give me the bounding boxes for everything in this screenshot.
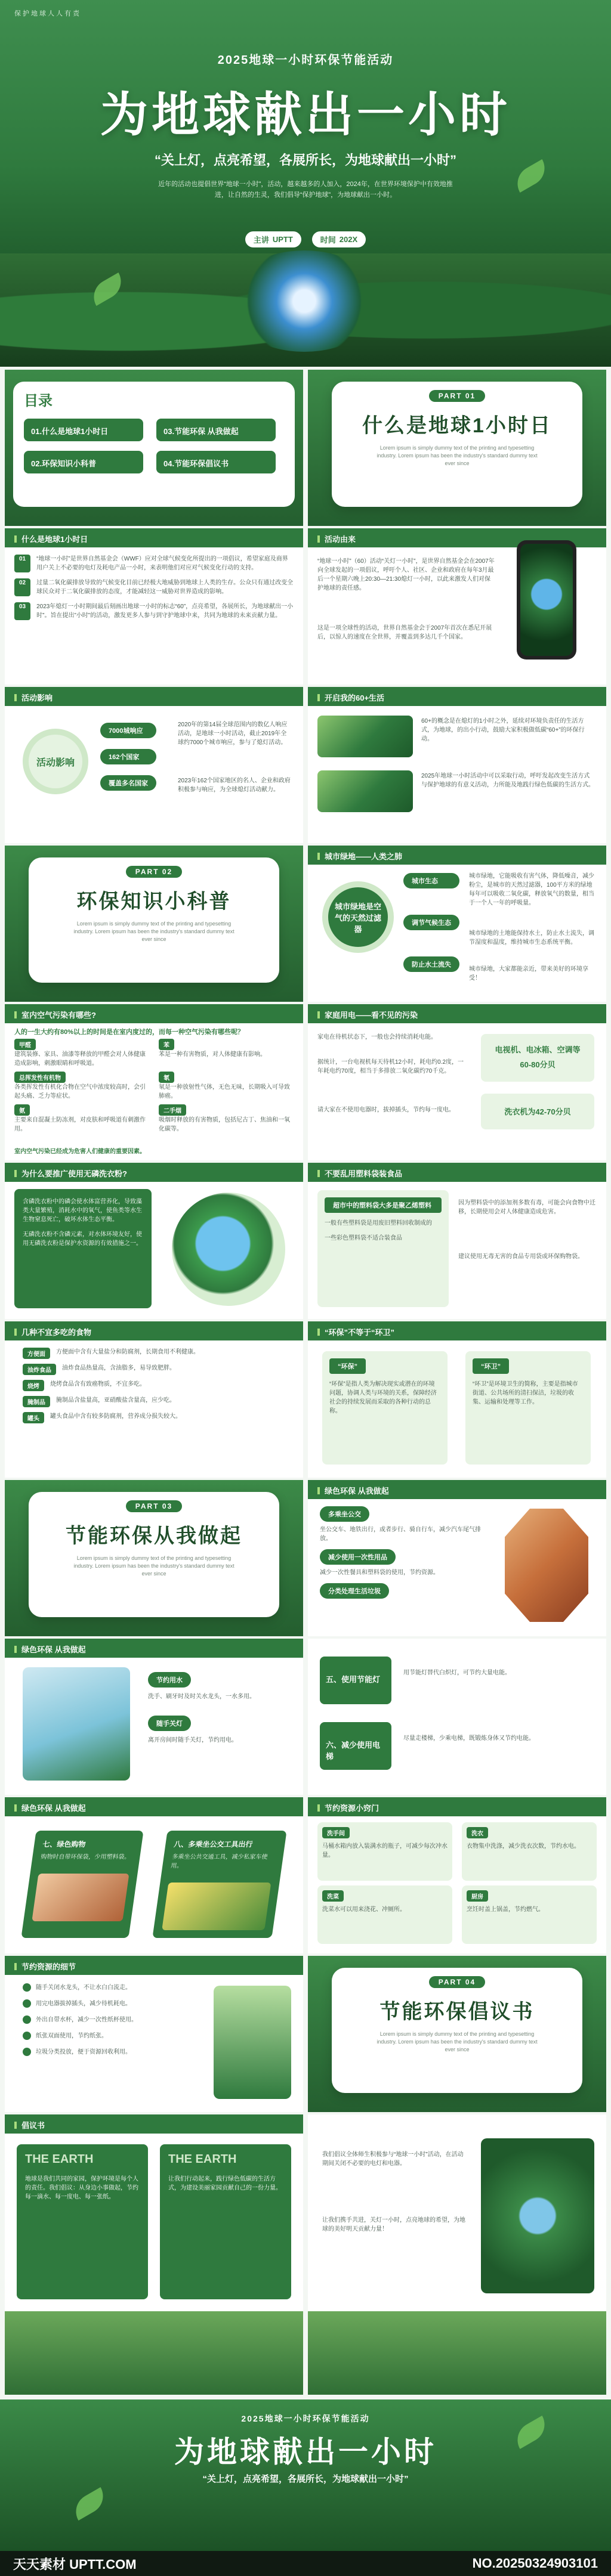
- pollutant-text: 吸烟时释放的有害物质，包括尼古丁、焦油和一氧化碳等。: [159, 1117, 290, 1132]
- people-photo: [505, 1509, 588, 1622]
- watermark-bar: [0, 2551, 611, 2576]
- hero-slogan: “关上灯，点亮希望，各展所长，为地球献出一小时”: [154, 153, 456, 168]
- slide-bar: 几种不宜多吃的食物: [5, 1321, 303, 1340]
- slide-bar: 节约资源小窍门: [308, 1797, 606, 1816]
- pollutant-text: 主要来自混凝土防冻剂，对皮肤和呼吸道有刺激作用。: [14, 1117, 146, 1132]
- part1-title: 什么是地球1小时日: [362, 414, 552, 437]
- slide-bar: 绿色环保 从我做起: [5, 1797, 303, 1816]
- slide-saving-tips: [308, 1797, 606, 1953]
- item-text: 2023年熄灯一小时期间最后刻画出地球一小时的标志“60”，点亮希望，各展所长，为地球献出一小时”。旨在提出”小时”的活动，激发更多人参与到守护地球中来，共同为地球的未来贡献力量。: [36, 603, 294, 619]
- hero-meta: [0, 231, 611, 247]
- power-highlight-text: 电视机、电冰箱、空调等: [495, 1045, 581, 1054]
- saving-label: 洗手间: [322, 1827, 350, 1838]
- proposal-card: [160, 2144, 291, 2299]
- greenland-text: 城市绿地的土地能保持水土，防止水土流失，调节湿度和温度，维持城市生态系统平衡。: [469, 930, 594, 946]
- food-label: 腌制品: [23, 1396, 50, 1407]
- power-text: 家电在待机状态下，一般也会持续消耗电能。: [317, 1034, 437, 1041]
- food-text: 方便面中含有大量盐分和防腐剂，长期食用不利健康。: [56, 1349, 199, 1355]
- power-highlight: [481, 1034, 594, 1082]
- earth-illustration: [172, 1193, 285, 1306]
- final-title: 为地球献出一小时: [174, 2435, 437, 2469]
- detergent-box: [14, 1189, 152, 1308]
- food-label: 油炸食品: [23, 1364, 56, 1375]
- env-card: [322, 1351, 448, 1465]
- tip-label: 八、多乘坐公交工具出行: [173, 1840, 254, 1849]
- slide-bar: 活动由来: [308, 528, 606, 547]
- pollutant-text: 氡是一种放射性气体，无色无味，长期吸入可导致肺癌。: [159, 1084, 290, 1100]
- slide-bar: 室内空气污染有哪些?: [5, 1004, 303, 1023]
- part1-tag: PART 01: [429, 390, 485, 402]
- greenland-text: 城市绿地，大家都能亲近，带来美好的环境享受！: [469, 966, 588, 982]
- slide-bar: 开启我的60+生活: [308, 687, 606, 706]
- watermark-right: NO.20250324903101: [472, 2556, 598, 2571]
- proposal-text: 我们倡议全体师生积极参与“地球一小时”活动，在活动期间关闭不必要的电灯和电器。: [322, 2151, 464, 2167]
- slide-indoor-air: [5, 1004, 303, 1160]
- pollutant-label: 氨: [14, 1104, 30, 1116]
- slide-bar: 绿色环保 从我做起: [5, 1639, 303, 1658]
- power-text: 请大家在不使用电器时，拔掉插头，节约每一度电。: [317, 1107, 455, 1113]
- part3-card: [29, 1492, 279, 1617]
- plastic-text: 因为塑料袋中的添加剂多数有毒，可能会向食物中迁移，长期使用会对人体健康造成危害。: [458, 1200, 595, 1215]
- tip-text: 洗手、刷牙时及时关水龙头，一水多用。: [148, 1693, 255, 1700]
- phone-image: [517, 540, 576, 660]
- sanitation-label: “环卫”: [473, 1358, 509, 1374]
- impact-text: 2023年162个国家地区的名人、企业和政府积极参与响应，为全球熄灯活动献力。: [178, 778, 291, 793]
- slide-origin: [308, 528, 606, 685]
- bullet-icon: [23, 2048, 31, 2056]
- greenland-circle: 城市绿地是空气的天然过滤器: [322, 881, 394, 953]
- hero-description: 近年的活动也提倡世界“地球一小时”，活动，越来越多的人加入，2024年，在世界环境保护中有效地推进，让自然的生灵，我们倡导“保护地球”，为地球献出一小时。: [158, 181, 453, 199]
- plastic-item: 超市中的塑料袋大多是聚乙烯塑料: [325, 1197, 442, 1213]
- food-text: 罐头食品中含有较多防腐剂，营养成分损失较大。: [50, 1413, 181, 1420]
- slide-plastic-bag: [308, 1163, 606, 1319]
- toc-title: 目录: [24, 393, 53, 409]
- time-pill: [312, 231, 366, 247]
- forest-image: [308, 2311, 606, 2395]
- part4-tag: PART 04: [429, 1976, 485, 1988]
- detergent-text: 无磷洗衣粉不含磷元素，对水体环境友好，使用无磷洗衣粉是保护水资源的有效措施之一。: [23, 1231, 142, 1247]
- part3-desc: Lorem ipsum is simply dummy text of the printing and typesetting industry. Lorem ipsum has been the industry's standard dummy text ever since: [73, 1555, 234, 1577]
- tip-text: 购物时自带环保袋，少用塑料袋。: [40, 1854, 131, 1860]
- proposal-text: 让我们行动起来，践行绿色低碳的生活方式，为建设美丽家园贡献自己的一份力量。: [168, 2176, 282, 2191]
- proposal-card: [17, 2144, 148, 2299]
- part2-card: [29, 857, 279, 983]
- proposal-heading: THE EARTH: [25, 2153, 94, 2166]
- presenter-value: UPTT: [272, 235, 293, 244]
- saving-text: 洗菜水可以用来浇花、冲厕所。: [322, 1906, 406, 1913]
- impact-badge: 7000城响应: [100, 723, 156, 738]
- slide-bar: 什么是地球1小时日: [5, 528, 303, 547]
- hero-slide: [0, 0, 611, 367]
- item-text: 过量二氧化碳排放导致的气候变化目前已经极大地威胁到地球上人类的生存。公众只有通过改变全球民众对于二氧化碳排放的态度，才能减轻这一威胁对世界造成的影响。: [36, 580, 294, 595]
- saving-label: 厨房: [467, 1890, 488, 1902]
- indoor-foot: 室内空气污染已经成为危害人们健康的重要因素。: [14, 1148, 146, 1155]
- leaf-icon: [70, 2487, 110, 2521]
- tip-text: 多乘坐公共交通工具，减少私家车使用。: [170, 1854, 269, 1869]
- origin-text: “地球一小时”（60）活动“关灯一小时”，是世界自然基金会在2007年向全球发起的一项倡议，呼吁个人、社区、企业和政府在每年3月最后一个星期六晚上20:30—21:30熄灯一小时，以此来激发人们对保护地球的责任感。: [317, 558, 495, 592]
- hero-tag: 保护地球人人有责: [14, 10, 81, 17]
- 60plus-text: 60+的概念是在熄灯的1小时之外，延续对环境负责任的生活方式，为地球，的出小行动，鼓励大家积极做低碳“60+”的环保行动。: [421, 718, 585, 742]
- proposal-text: 地球是我们共同的家园，保护环境是每个人的责任。我们倡议：从身边小事做起，节约每一滴水、每一度电、每一张纸。: [25, 2176, 138, 2200]
- part2-slide: [5, 846, 303, 1002]
- pollutant-label: 甲醛: [14, 1039, 36, 1050]
- slide-foods: [5, 1321, 303, 1478]
- tip-text: 离开房间时随手关灯，节约用电。: [148, 1737, 237, 1744]
- part4-card: [332, 1968, 582, 2093]
- pollutant-label: 二手烟: [159, 1104, 186, 1116]
- toc-item[interactable]: 02.环保知识小科普: [24, 451, 143, 473]
- final-slide: [0, 2399, 611, 2551]
- earth-image: [227, 250, 382, 352]
- final-slogan: “关上灯，点亮希望，各展所长，为地球献出一小时”: [202, 2474, 409, 2484]
- pollutant-label: 苯: [159, 1039, 174, 1050]
- slide-bar: 城市绿地——人类之肺: [308, 846, 606, 865]
- presenter-pill: [245, 231, 301, 247]
- forest-image: [5, 2311, 303, 2395]
- item-text: “地球一小时”是世界自然基金会（WWF）应对全球气候变化所提出的一项倡议，希望家庭及商界用户关上不必要的电灯及耗电产品一小时，来表明他们对应对气候变化行动的支持。: [36, 556, 288, 571]
- sanitation-card: [465, 1351, 591, 1465]
- tip-label: 随手关灯: [148, 1716, 191, 1731]
- greenland-badge: 防止水土流失: [403, 956, 459, 972]
- plastic-item: 一般有些塑料袋是用废旧塑料回收制成的: [325, 1220, 432, 1227]
- part2-title: 环保知识小科普: [76, 890, 232, 913]
- env-text: “环保”是指人类为解决现实或潜在的环境问题，协调人类与环境的关系，保障经济社会的持续发展而采取的各种行动的总称。: [329, 1381, 437, 1414]
- faucet-illustration: [23, 1667, 130, 1781]
- tip-card: [152, 1831, 286, 1938]
- action-label: 减少使用一次性用品: [320, 1549, 396, 1565]
- toc-card: [13, 382, 295, 507]
- detail-text: 用完电器拔掉插头，减少待机耗电。: [36, 2001, 131, 2007]
- time-label: 时间: [320, 236, 336, 244]
- proposal-heading: THE EARTH: [168, 2153, 237, 2166]
- food-text: 腌制品含盐量高，亚硝酸盐含量高，应少吃。: [56, 1397, 175, 1404]
- detail-text: 外出自带水杯，减少一次性纸杯使用。: [36, 2017, 137, 2023]
- power-highlight-text: 60-80分贝: [520, 1060, 556, 1069]
- detail-text: 纸张双面使用，节约纸张。: [36, 2033, 107, 2039]
- impact-text: 2020年的第14届全球范围内的数亿人响应活动，是地球一小时活动，截止2019年全球约7000个城市响应，参与了熄灯活动。: [178, 722, 288, 746]
- bullet-icon: [23, 2015, 31, 2024]
- part2-desc: Lorem ipsum is simply dummy text of the printing and typesetting industry. Lorem ipsum has been the industry's standard dummy text ever since: [73, 921, 234, 942]
- item-number: 01: [14, 555, 30, 572]
- hero-subtitle: 2025地球一小时环保节能活动: [217, 54, 394, 67]
- item-number: 03: [14, 602, 30, 620]
- bullet-icon: [23, 1983, 31, 1992]
- slide-bar: 绿色环保 从我做起: [308, 1480, 606, 1499]
- sanitation-text: “环卫”是环境卫生的简称，主要是指城市街道、公共场所的清扫保洁，垃圾的收集、运输和处理等工作。: [473, 1381, 578, 1405]
- slide-bar: 为什么要推广使用无磷洗衣粉?: [5, 1163, 303, 1182]
- plastic-list: [317, 1190, 449, 1307]
- slide-home-power: [308, 1004, 606, 1160]
- tip-label: 六、减少使用电梯: [320, 1722, 391, 1770]
- food-text: 烧烤食品含有致癌物质，不宜多吃。: [50, 1381, 146, 1388]
- food-label: 方便面: [23, 1348, 50, 1359]
- part4-slide: [308, 1956, 606, 2112]
- part2-tag: PART 02: [126, 866, 182, 878]
- part4-desc: Lorem ipsum is simply dummy text of the printing and typesetting industry. Lorem ipsum has been the industry's standard dummy text ever since: [377, 2031, 538, 2052]
- env-label: “环保”: [329, 1358, 366, 1374]
- action-label: 分类处理生活垃圾: [320, 1583, 389, 1599]
- slide-bar: 不要乱用塑料袋装食品: [308, 1163, 606, 1182]
- item-number: 02: [14, 578, 30, 596]
- saving-label: 洗衣: [467, 1827, 488, 1838]
- power-highlight-text: 洗衣机为42-70分贝: [481, 1094, 594, 1129]
- tip-label: 七、绿色购物: [42, 1840, 87, 1849]
- tip-label: 节约用水: [148, 1672, 191, 1688]
- slide-lamp-elevator: [308, 1639, 606, 1795]
- toc-item[interactable]: 01.什么是地球1小时日: [24, 419, 143, 441]
- part1-card: [332, 382, 582, 507]
- shopping-photo: [32, 1874, 129, 1921]
- hero-title: 为地球献出一小时: [100, 88, 511, 141]
- detail-text: 垃圾分类投放，便于资源回收利用。: [36, 2049, 131, 2055]
- 60plus-text: 2025年地球一小时活动中可以采取行动，呼吁发起改变生活方式与保护地球的有意义活动，力所能及地践行绿色低碳的生活方式。: [421, 773, 594, 788]
- pollutant-label: 氡: [159, 1072, 174, 1083]
- slide-bar: 家庭用电——看不见的污染: [308, 1004, 606, 1023]
- tip-card: [21, 1831, 143, 1938]
- power-text: 据统计，一台电视机每天待机12小时，耗电约0.2度，一年耗电约70度，相当于多排放二氧化碳约70千克。: [317, 1059, 464, 1075]
- slide-water-light: [5, 1639, 303, 1795]
- part3-slide: [5, 1480, 303, 1636]
- food-text: 油炸食品热量高，含油脂多，易导致肥胖。: [62, 1365, 175, 1371]
- part1-desc: Lorem ipsum is simply dummy text of the printing and typesetting industry. Lorem ipsum has been the industry's standard dummy text ever since: [377, 445, 538, 466]
- part3-tag: PART 03: [126, 1500, 182, 1512]
- slide-bar: “环保”不等于“环卫”: [308, 1321, 606, 1340]
- toc-item[interactable]: 04.节能环保倡议书: [156, 451, 276, 473]
- toc-item[interactable]: 03.节能环保 从我做起: [156, 419, 276, 441]
- bus-photo: [162, 1883, 271, 1930]
- part4-title: 节能环保倡议书: [379, 2001, 535, 2023]
- pollutant-label: 总挥发性有机物: [14, 1072, 66, 1083]
- slide-proposal-2: [308, 2114, 606, 2395]
- plastic-item: 一些彩色塑料袋不适合装食品: [325, 1235, 402, 1241]
- part3-title: 节能环保从我做起: [66, 1525, 242, 1547]
- saving-text: 衣物集中洗涤，减少洗衣次数，节约水电。: [467, 1843, 580, 1850]
- tip-label: 五、使用节能灯: [320, 1657, 391, 1704]
- slide-what-is: [5, 528, 303, 685]
- earth-photo: [317, 770, 413, 812]
- slide-bar: 活动影响: [5, 687, 303, 706]
- earth-photo: [317, 716, 413, 757]
- proposal-text: 让我们携手共进，关灯一小时，点亮地球的希望，为地球的美好明天贡献力量！: [322, 2217, 465, 2233]
- slide-impact: [5, 687, 303, 843]
- origin-text: 这是一项全球性的活动，世界自然基金会于2007年首次在悉尼开展后，以惊人的速度在全世界，并覆盖到多达几千个国家。: [317, 625, 492, 640]
- time-value: 202X: [339, 235, 358, 244]
- slide-bar: 倡议书: [5, 2114, 303, 2134]
- greenland-badge: 调节气候生态: [403, 915, 459, 930]
- plastic-text: 建议使用无毒无害的食品专用袋或环保购物袋。: [458, 1253, 584, 1260]
- action-label: 多乘坐公交: [320, 1506, 369, 1522]
- impact-badge: 覆盖多名国家: [100, 775, 156, 791]
- pollutant-text: 各类挥发性有机化合物在空气中浓度较高时，会引起头痛、乏力等症状。: [14, 1084, 146, 1100]
- slide-detergent: [5, 1163, 303, 1319]
- saving-text: 马桶水箱内放入装满水的瓶子，可减少每次冲水量。: [322, 1843, 448, 1859]
- pollutant-text: 建筑装修、家具、油漆等释放的甲醛会对人体健康造成影响，刺激眼睛和呼吸道。: [14, 1051, 146, 1067]
- indoor-head: 人的一生大约有80%以上的时间是在室内度过的，而每一种空气污染有哪些呢？: [14, 1029, 245, 1036]
- action-text: 减少一次性餐具和塑料袋的使用，节约资源。: [320, 1569, 439, 1576]
- slide-env-vs-sanitation: [308, 1321, 606, 1478]
- toc-slide: [5, 370, 303, 526]
- food-label: 罐头: [23, 1412, 44, 1423]
- slide-bar: 节约资源的细节: [5, 1956, 303, 1975]
- slide-green-start: [308, 1480, 606, 1636]
- greenland-badge: 城市生态: [403, 873, 459, 888]
- slide-greenland: [308, 846, 606, 1002]
- impact-circle: 活动影响: [23, 729, 88, 794]
- slide-60plus: [308, 687, 606, 843]
- presenter-label: 主讲: [253, 236, 269, 244]
- watermark-left: 天天素材 UPTT.COM: [13, 2556, 137, 2572]
- bullet-icon: [23, 1999, 31, 2008]
- tip-text: 用节能灯替代白炽灯，可节约大量电能。: [403, 1670, 511, 1676]
- impact-badge: 162个国家: [100, 749, 156, 764]
- bullet-icon: [23, 2032, 31, 2040]
- slide-detail: [5, 1956, 303, 2112]
- saving-text: 烹饪时盖上锅盖，节约燃气。: [467, 1906, 544, 1913]
- saving-label: 洗菜: [322, 1890, 344, 1902]
- final-subtitle: 2025地球一小时环保节能活动: [241, 2414, 370, 2423]
- slide-proposal: [5, 2114, 303, 2395]
- tip-text: 尽量走楼梯，少乘电梯，既锻炼身体又节约电能。: [403, 1735, 535, 1742]
- part1-slide: [308, 370, 606, 526]
- earth-hand-photo: [481, 2138, 594, 2293]
- greenland-text: 城市绿地，它能吸收有害气体，降低噪音，减少粉尘，是城市的天然过滤器，100平方米的绿地每年可以吸收二氧化碳，释放氧气的数量，相当于一个人一年的呼吸量。: [469, 873, 594, 906]
- action-text: 坐公交车、地铁出行，或者步行、骑自行车，减少汽车尾气排放。: [320, 1527, 481, 1542]
- detail-text: 随手关闭水龙头，不让水白白流走。: [36, 1984, 131, 1991]
- nature-photo: [214, 1986, 291, 2099]
- detergent-text: 含磷洗衣粉中的磷会使水体富营养化，导致藻类大量繁殖，消耗水中的氧气，使鱼类等水生生物窒息死亡，破坏水体生态平衡。: [23, 1199, 142, 1223]
- slide-shopping-transit: [5, 1797, 303, 1953]
- food-label: 烧烤: [23, 1380, 44, 1391]
- pollutant-text: 苯是一种有害物质，对人体健康有影响。: [159, 1051, 266, 1058]
